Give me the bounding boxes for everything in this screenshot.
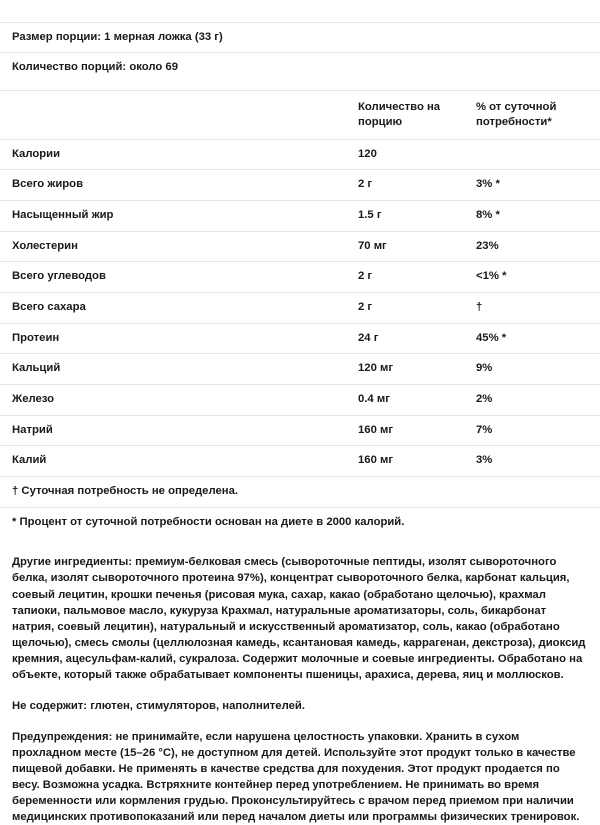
table-header-row — [0, 91, 600, 139]
table-row — [0, 384, 600, 415]
table-row — [0, 323, 600, 354]
nutrient-name: Насыщенный жир — [12, 208, 114, 221]
nutrient-daily-value: † — [476, 300, 483, 313]
other-ingredients-paragraph: Другие ингредиенты: премиум-белковая смесь (сывороточные пептиды, изолят сывороточного белка, изолят сывороточного протеина 97%), концентрат сывороточного белка, карбонат кальция, соевый лецитин, крошки печенья (рисовая мука, сахар, какао (обработано щелочью), крахмал тапиоки, пальмовое масло, кукуруза Крахмал, натуральные ароматизаторы, соль, бикарбонат натрия, соевый лецитин), натуральный и искусственный ароматизатор, соль, какао (обработано щелочью), смесь смолы (целлюлозная камедь, ксантановая камедь, каррагенан, декстроза), диоксид кремния, ацесульфам-калий, сукралоза. Содержит молочные и соевые ингредиенты. Обработано на объекте, который также обрабатывает компоненты пшеницы, арахиса, дерева, яиц и моллюсков. — [12, 556, 586, 681]
table-row — [0, 292, 600, 323]
nutrient-amount: 2 г — [358, 300, 373, 313]
nutrient-name: Железо — [12, 392, 55, 405]
nutrient-name: Холестерин — [12, 239, 78, 252]
nutrient-amount: 0.4 мг — [358, 392, 390, 405]
nutrient-name: Протеин — [12, 331, 60, 344]
nutrient-daily-value: 2% — [476, 392, 493, 405]
nutrient-daily-value: 3% * — [476, 178, 500, 191]
table-row — [0, 139, 600, 170]
warnings-paragraph: Предупреждения: не принимайте, если нарушена целостность упаковки. Хранить в сухом прохладном месте (15–26 °C), не доступном для детей. Используйте этот продукт только в качестве пищевой добавки. Не применять в качестве средства для похудения. Этот продукт продается по весу. Возможна усадка. Встряхните контейнер перед употреблением. Не принимать во время беременности или кормления грудью. Проконсультируйтесь с врачом перед приемом при наличии медицинских противопоказаний или перед началом диеты или программы физических тренировок. — [12, 730, 580, 823]
nutrient-name: Натрий — [12, 423, 53, 436]
footnotes-body — [0, 476, 600, 538]
table-row — [0, 446, 600, 476]
nutrient-amount: 24 г — [358, 331, 379, 344]
nutrient-name: Всего сахара — [12, 300, 86, 313]
free-of-paragraph: Не содержит: глютен, стимуляторов, наполнителей. — [12, 699, 305, 712]
serving-size-text: Размер порции: 1 мерная ложка (33 г) — [12, 31, 223, 43]
nutrient-amount: 2 г — [358, 178, 373, 191]
nutrient-name: Кальций — [12, 362, 61, 375]
nutrient-amount: 1.5 г — [358, 208, 382, 221]
column-header-percent-daily-value: % от суточной потребности* — [476, 101, 557, 128]
serving-info-table — [0, 22, 600, 82]
nutrient-amount: 160 мг — [358, 454, 394, 467]
footnotes-table — [0, 476, 600, 539]
nutrient-name: Калории — [12, 147, 61, 160]
column-header-amount-per-serving: Количество на порцию — [358, 101, 441, 128]
nutrient-daily-value: 9% — [476, 362, 493, 375]
table-row — [0, 200, 600, 231]
nutrient-amount: 2 г — [358, 270, 373, 283]
nutrient-amount: 120 мг — [358, 362, 394, 375]
nutrient-daily-value: 45% * — [476, 331, 507, 344]
table-row — [0, 476, 600, 507]
nutrient-name: Всего углеводов — [12, 270, 106, 283]
serving-info-body — [0, 23, 600, 83]
nutrient-daily-value: 3% — [476, 454, 493, 467]
footnote-dagger: † Суточная потребность не определена. — [12, 484, 239, 497]
nutrient-name: Калий — [12, 454, 47, 467]
nutrition-table-body — [0, 139, 600, 476]
nutrient-name: Всего жиров — [12, 178, 84, 191]
table-row — [0, 231, 600, 262]
servings-per-container-text: Количество порций: около 69 — [12, 61, 178, 74]
nutrient-daily-value: 7% — [476, 423, 493, 436]
table-row — [0, 415, 600, 446]
nutrient-amount: 70 мг — [358, 239, 387, 252]
nutrient-amount: 120 — [358, 147, 377, 160]
supplement-facts-label — [0, 22, 600, 825]
table-row — [0, 53, 600, 83]
footnote-asterisk: * Процент от суточной потребности основан на диете в 2000 калорий. — [12, 516, 405, 529]
nutrient-daily-value: 8% * — [476, 208, 500, 221]
column-header-nutrient — [0, 91, 358, 139]
table-row — [0, 23, 600, 53]
nutrient-amount: 160 мг — [358, 423, 394, 436]
table-row — [0, 262, 600, 293]
table-row — [0, 170, 600, 201]
table-row — [0, 508, 600, 539]
nutrition-facts-table — [0, 90, 600, 476]
table-row — [0, 354, 600, 385]
nutrient-daily-value: 23% — [476, 239, 499, 252]
nutrient-daily-value: <1% * — [476, 270, 507, 283]
nutrient-daily-value — [476, 139, 600, 170]
nutrition-table-head — [0, 91, 600, 139]
